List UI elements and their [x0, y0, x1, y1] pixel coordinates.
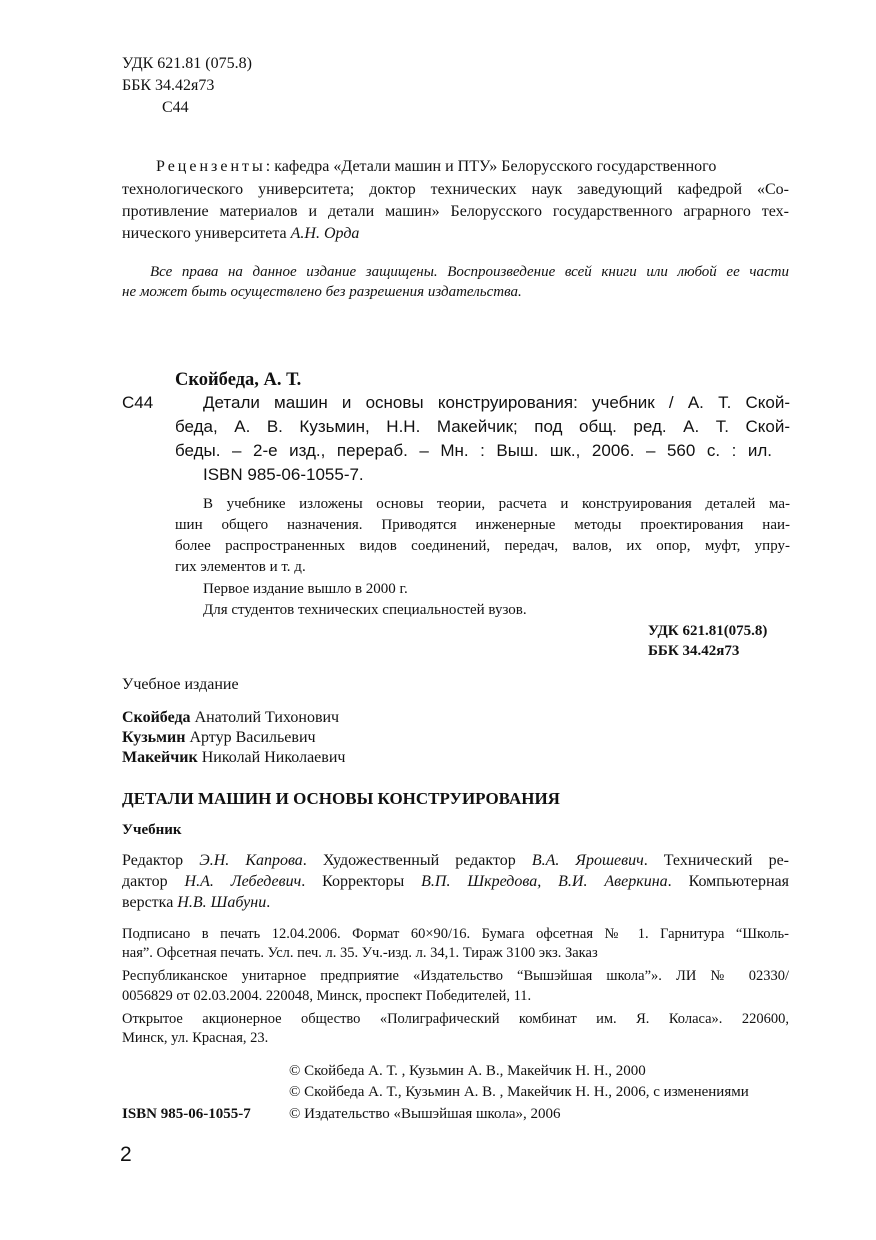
publisher-line-2: 0056829 от 02.03.2004. 220048, Минск, проспект Победителей, 11.	[122, 988, 532, 1004]
editors-line-1: Редактор Э.Н. Капрова. Художественный редактор В.А. Ярошевич. Технический ре-	[122, 852, 789, 869]
rights-line-1: Все права на данное издание защищены. Воспроизведение всей книги или любой ее части	[150, 264, 789, 280]
author-2: Кузьмин Артур Васильевич	[122, 729, 316, 746]
catalog-udc: УДК 621.81(075.8)	[648, 623, 768, 639]
print-info-line-1: Подписано в печать 12.04.2006. Формат 60×90/16. Бумага офсетная № 1. Гарнитура “Школь-	[122, 926, 789, 942]
catalog-code: С44	[122, 393, 154, 412]
copyright-line-1: © Скойбеда А. Т. , Кузьмин А. В., Макейчик Н. Н., 2000	[289, 1063, 646, 1079]
book-type: Учебник	[122, 822, 182, 838]
editors-line-2: дактор Н.А. Лебедевич. Корректоры В.П. Шкредова, В.И. Аверкина. Компьютерная	[122, 873, 789, 890]
abstract-line-1: В учебнике изложены основы теории, расчета и конструирования деталей ма-	[203, 496, 790, 512]
page-number: 2	[120, 1143, 132, 1166]
publisher-line-1: Республиканское унитарное предприятие «Издательство “Вышэйшая школа”». ЛИ № 02330/	[122, 968, 789, 984]
isbn: ISBN 985-06-1055-7	[122, 1106, 251, 1122]
abstract-line-2: шин общего назначения. Приводятся инженерные методы проектирования наи-	[175, 517, 790, 533]
bbk-code: ББК 34.42я73	[122, 77, 215, 94]
author-1: Скойбеда Анатолий Тихонович	[122, 709, 340, 726]
reviewers-line-4: нического университета А.Н. Орда	[122, 225, 360, 242]
reviewers-label: Рецензенты	[156, 158, 266, 175]
audience: Для студентов технических специальностей вузов.	[203, 602, 527, 618]
reviewers-line-3: противление материалов и детали машин» Белорусского государственного аграрного тех-	[122, 203, 789, 220]
reviewer-person: А.Н. Орда	[290, 225, 360, 242]
catalog-author: Скойбеда, А. Т.	[175, 370, 302, 390]
printer-line-1: Открытое акционерное общество «Полиграфический комбинат им. Я. Коласа». 220600,	[122, 1011, 789, 1027]
catalog-bbk: ББК 34.42я73	[648, 643, 740, 659]
edition-type: Учебное издание	[122, 676, 239, 693]
print-info-line-2: ная”. Офсетная печать. Усл. печ. л. 35. Уч.-изд. л. 34,1. Тираж 3100 экз. Заказ	[122, 945, 598, 961]
first-edition: Первое издание вышло в 2000 г.	[203, 581, 408, 597]
copyright-line-2: © Скойбеда А. Т., Кузьмин А. В. , Макейчик Н. Н., 2006, с изменениями	[289, 1084, 749, 1100]
catalog-line-2: беда, А. В. Кузьмин, Н.Н. Макейчик; под общ. ред. А. Т. Ской-	[175, 417, 790, 436]
author-sign: С44	[162, 99, 189, 116]
udc-code: УДК 621.81 (075.8)	[122, 55, 252, 72]
catalog-line-3: беды. – 2-е изд., перераб. – Мн. : Выш. шк., 2006. – 560 с. : ил.	[175, 441, 772, 460]
abstract-line-3: более распространенных видов соединений, передач, валов, их опор, муфт, упру-	[175, 538, 790, 554]
catalog-line-1: Детали машин и основы конструирования: учебник / А. Т. Ской-	[203, 393, 790, 412]
abstract-line-4: гих элементов и т. д.	[175, 559, 306, 575]
author-3: Макейчик Николай Николаевич	[122, 749, 346, 766]
printer-line-2: Минск, ул. Красная, 23.	[122, 1030, 269, 1046]
copyright-line-3: © Издательство «Вышэйшая школа», 2006	[289, 1106, 561, 1122]
book-title: ДЕТАЛИ МАШИН И ОСНОВЫ КОНСТРУИРОВАНИЯ	[122, 789, 560, 808]
catalog-isbn: ISBN 985-06-1055-7.	[203, 465, 364, 484]
rights-line-2: не может быть осуществлено без разрешения издательства.	[122, 284, 522, 300]
editors-line-3: верстка Н.В. Шабуни.	[122, 894, 271, 911]
reviewers-line-1: Рецензенты: кафедра «Детали машин и ПТУ» Белорусского государственного	[156, 158, 717, 175]
reviewers-line-2: технологического университета; доктор технических наук заведующий кафедрой «Со-	[122, 181, 789, 198]
